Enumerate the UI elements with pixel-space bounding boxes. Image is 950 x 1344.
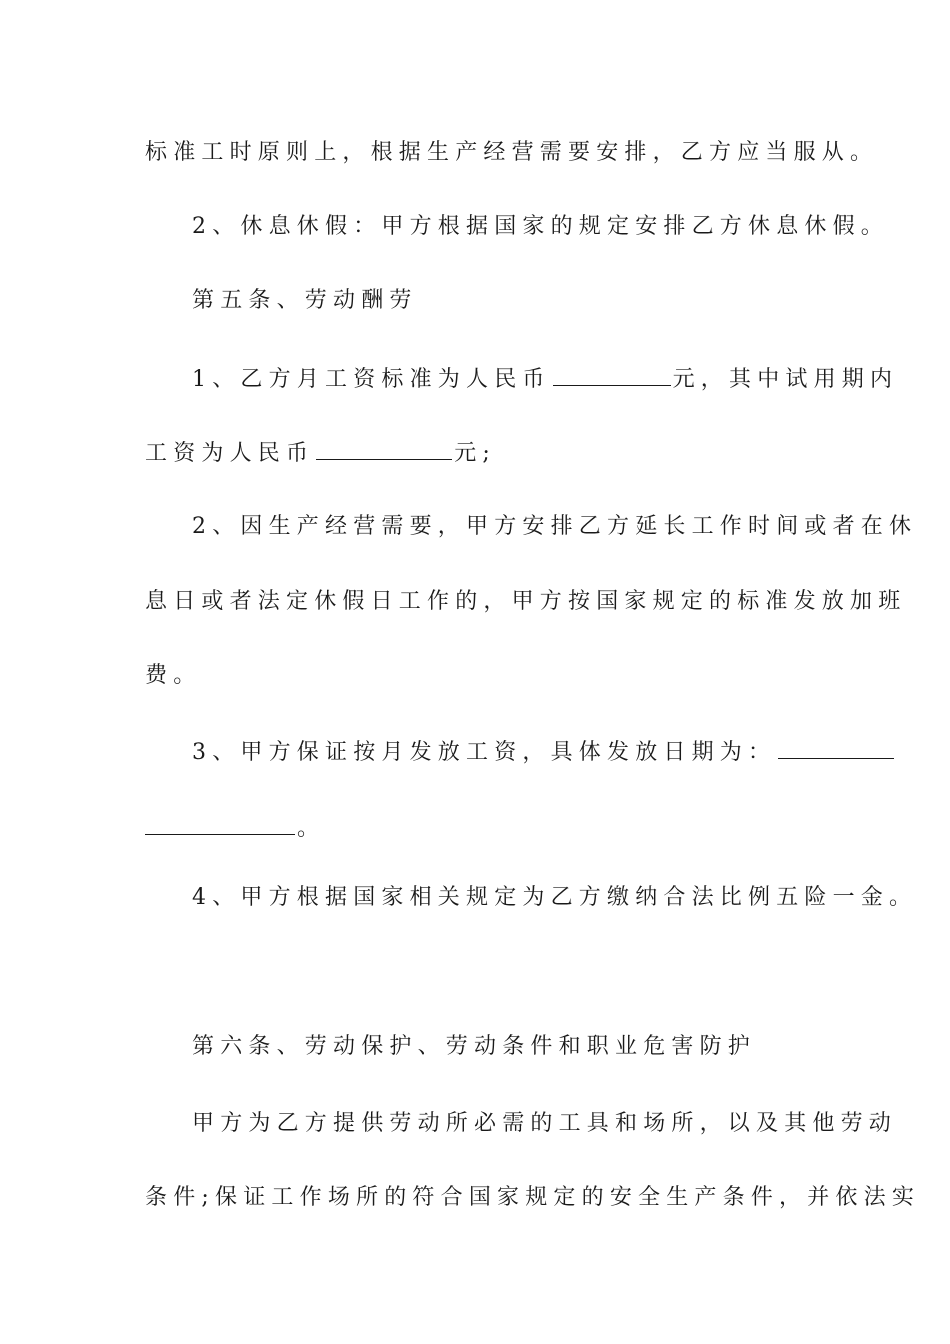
line-text: 元，其中试用期内 xyxy=(672,367,899,392)
line-text: 4、甲方根据国家相关规定为乙方缴纳合法比例五险一金。 xyxy=(192,885,918,910)
paragraph-line xyxy=(192,1109,897,1139)
fill-in-blank[interactable] xyxy=(145,812,295,835)
paragraph-line xyxy=(145,587,906,617)
paragraph-line xyxy=(145,1183,920,1213)
line-text: 工资为人民币 xyxy=(145,441,315,466)
paragraph-line xyxy=(192,363,898,395)
section-title: 第六条、劳动保护、劳动条件和职业危害防护 xyxy=(192,1034,757,1059)
fill-in-blank[interactable] xyxy=(316,437,452,460)
paragraph-line xyxy=(145,138,878,168)
section-heading xyxy=(192,286,418,316)
paragraph-line xyxy=(145,812,325,844)
line-text: 费。 xyxy=(145,663,202,688)
fill-in-blank[interactable] xyxy=(778,736,894,759)
section-title: 第五条、劳动酬劳 xyxy=(192,288,418,313)
line-text: 元; xyxy=(454,441,497,466)
line-text: 2、因生产经营需要，甲方安排乙方延长工作时间或者在休 xyxy=(192,514,918,539)
line-text: 息日或者法定休假日工作的，甲方按国家规定的标准发放加班 xyxy=(145,589,907,614)
paragraph-line xyxy=(145,437,496,469)
line-text: 标准工时原则上，根据生产经营需要安排，乙方应当服从。 xyxy=(145,140,879,165)
paragraph-line xyxy=(145,661,201,691)
fill-in-blank[interactable] xyxy=(553,363,671,386)
line-text: 3、甲方保证按月发放工资，具体发放日期为： xyxy=(192,740,777,765)
paragraph-line xyxy=(192,512,917,542)
line-text: 2、休息休假：甲方根据国家的规定安排乙方休息休假。 xyxy=(192,214,889,239)
line-text: 1、乙方月工资标准为人民币 xyxy=(192,367,551,392)
paragraph-line xyxy=(192,736,896,768)
paragraph-line xyxy=(192,883,917,913)
paragraph-line xyxy=(192,212,889,242)
line-text: 条件;保证工作场所的符合国家规定的安全生产条件，并依法实 xyxy=(145,1185,921,1210)
section-heading xyxy=(192,1032,756,1062)
line-text: 甲方为乙方提供劳动所必需的工具和场所，以及其他劳动 xyxy=(192,1111,898,1136)
line-text: 。 xyxy=(297,816,326,841)
